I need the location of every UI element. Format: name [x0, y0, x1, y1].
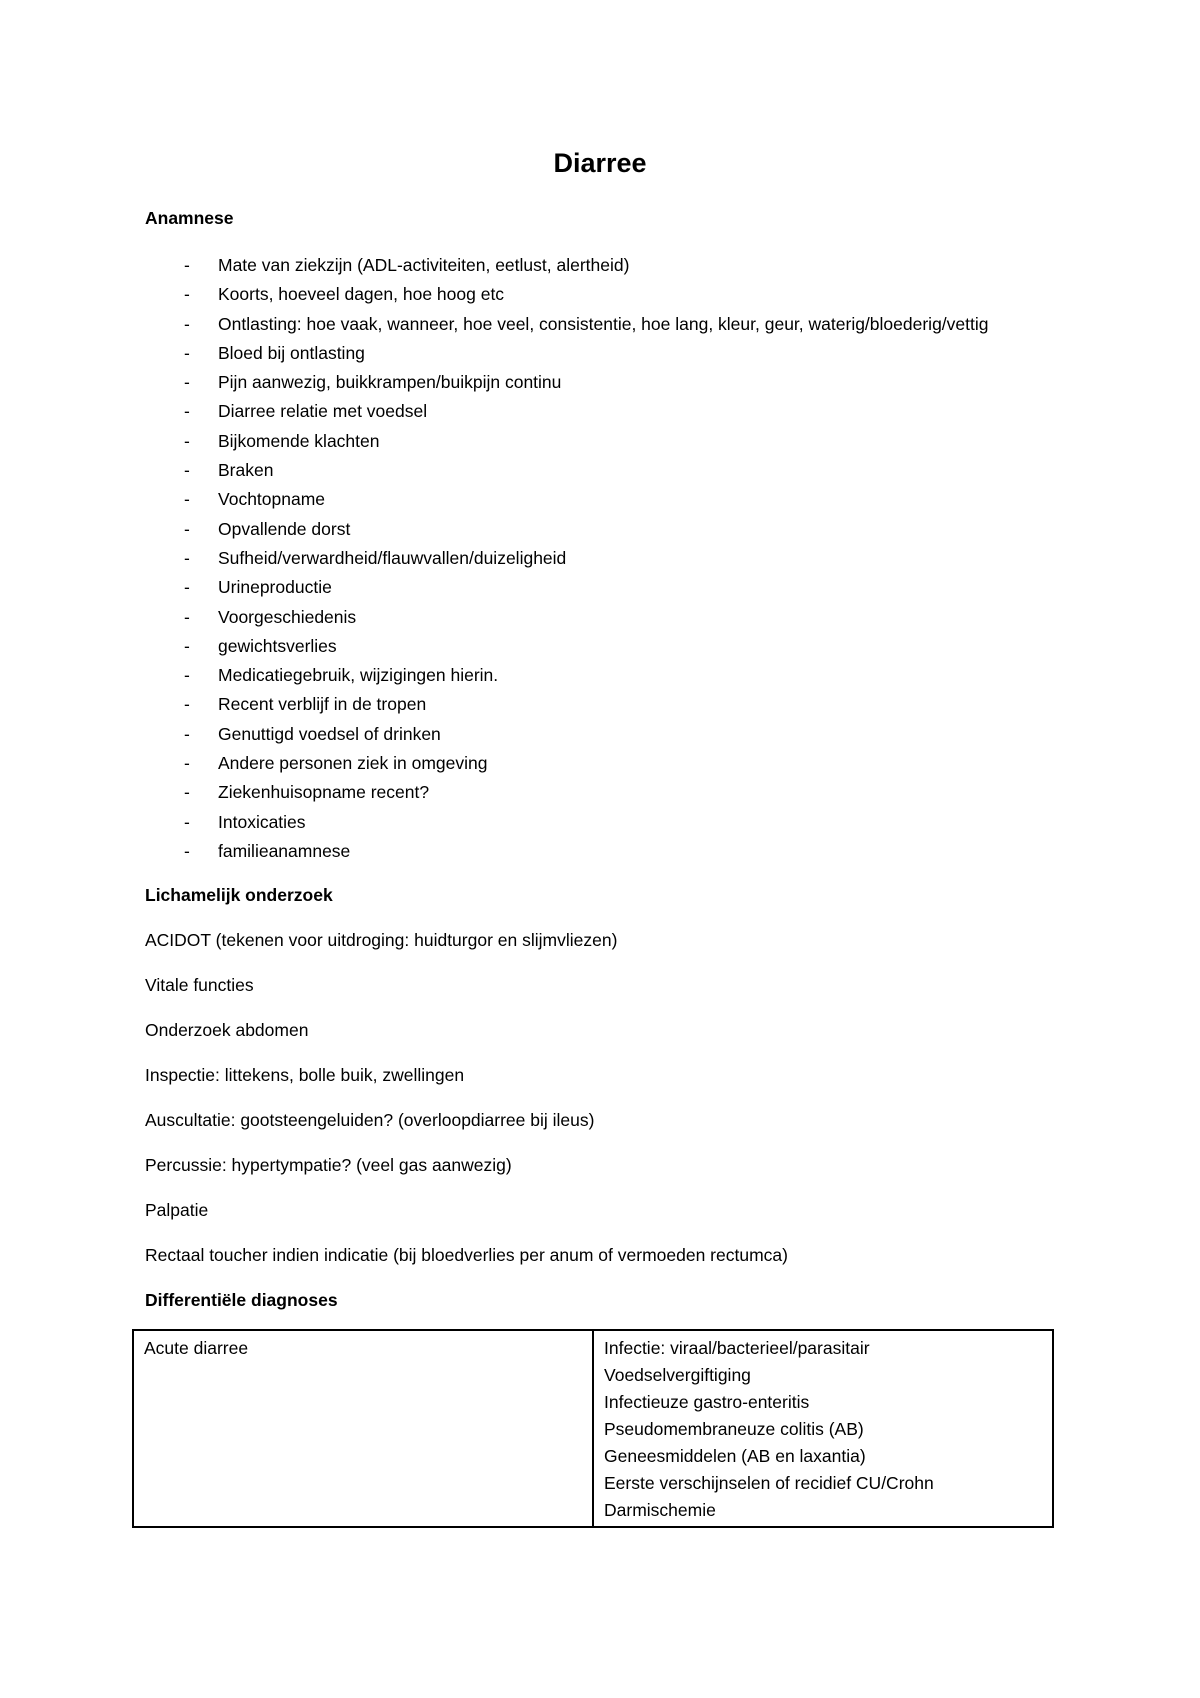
paragraph: Inspectie: littekens, bolle buik, zwellingen	[145, 1065, 465, 1086]
cause-line: Eerste verschijnselen of recidief CU/Crohn	[604, 1473, 934, 1494]
list-item: - Genuttigd voedsel of drinken	[145, 720, 1055, 749]
section-heading-anamnese: Anamnese	[145, 208, 234, 228]
anamnese-list	[145, 251, 1055, 866]
cause-line: Geneesmiddelen (AB en laxantia)	[604, 1446, 866, 1467]
list-item: - gewichtsverlies	[145, 632, 1055, 661]
table-cell-causes	[593, 1330, 1053, 1527]
list-item: - Koorts, hoeveel dagen, hoe hoog etc	[145, 280, 1055, 309]
list-item: - Vochtopname	[145, 485, 1055, 514]
paragraph: Rectaal toucher indien indicatie (bij bloedverlies per anum of vermoeden rectumca)	[145, 1245, 788, 1266]
cause-line: Infectie: viraal/bacterieel/parasitair	[604, 1338, 870, 1359]
document-title: Diarree	[553, 148, 647, 178]
list-item: - Mate van ziekzijn (ADL-activiteiten, eetlust, alertheid)	[145, 251, 1055, 280]
cause-line: Pseudomembraneuze colitis (AB)	[604, 1419, 864, 1440]
list-item: - Voorgeschiedenis	[145, 603, 1055, 632]
table-row	[133, 1330, 1053, 1527]
list-item: - Bijkomende klachten	[145, 427, 1055, 456]
section-heading-differentiaal: Differentiële diagnoses	[145, 1290, 338, 1311]
cause-line: Infectieuze gastro-enteritis	[604, 1392, 810, 1413]
paragraph: Vitale functies	[145, 975, 254, 996]
paragraph: Auscultatie: gootsteengeluiden? (overloopdiarree bij ileus)	[145, 1110, 595, 1131]
list-item: - Opvallende dorst	[145, 515, 1055, 544]
list-item: - Ziekenhuisopname recent?	[145, 778, 1055, 807]
document-content	[145, 205, 1055, 1528]
paragraph: Palpatie	[145, 1200, 209, 1221]
list-item: - Medicatiegebruik, wijzigingen hierin.	[145, 661, 1055, 690]
list-item: - Urineproductie	[145, 573, 1055, 602]
list-item: - Bloed bij ontlasting	[145, 339, 1055, 368]
list-item: - Sufheid/verwardheid/flauwvallen/duizeligheid	[145, 544, 1055, 573]
list-item: - Diarree relatie met voedsel	[145, 397, 1055, 426]
cause-line: Voedselvergiftiging	[604, 1365, 751, 1386]
list-item: - Pijn aanwezig, buikkrampen/buikpijn continu	[145, 368, 1055, 397]
paragraph: Percussie: hypertympatie? (veel gas aanwezig)	[145, 1155, 512, 1176]
table-cell-category: Acute diarree	[133, 1330, 593, 1527]
list-item: - Andere personen ziek in omgeving	[145, 749, 1055, 778]
list-item: - Ontlasting: hoe vaak, wanneer, hoe veel, consistentie, hoe lang, kleur, geur, waterig/bloederig/vettig	[145, 310, 1055, 339]
list-item: - familieanamnese	[145, 837, 1055, 866]
section-heading-onderzoek: Lichamelijk onderzoek	[145, 885, 333, 906]
differential-diagnosis-table	[132, 1329, 1054, 1528]
list-item: - Intoxicaties	[145, 808, 1055, 837]
paragraph: Onderzoek abdomen	[145, 1020, 309, 1041]
list-item: - Braken	[145, 456, 1055, 485]
cause-line: Darmischemie	[604, 1500, 716, 1521]
list-item: - Recent verblijf in de tropen	[145, 690, 1055, 719]
paragraph: ACIDOT (tekenen voor uitdroging: huidturgor en slijmvliezen)	[145, 930, 618, 951]
